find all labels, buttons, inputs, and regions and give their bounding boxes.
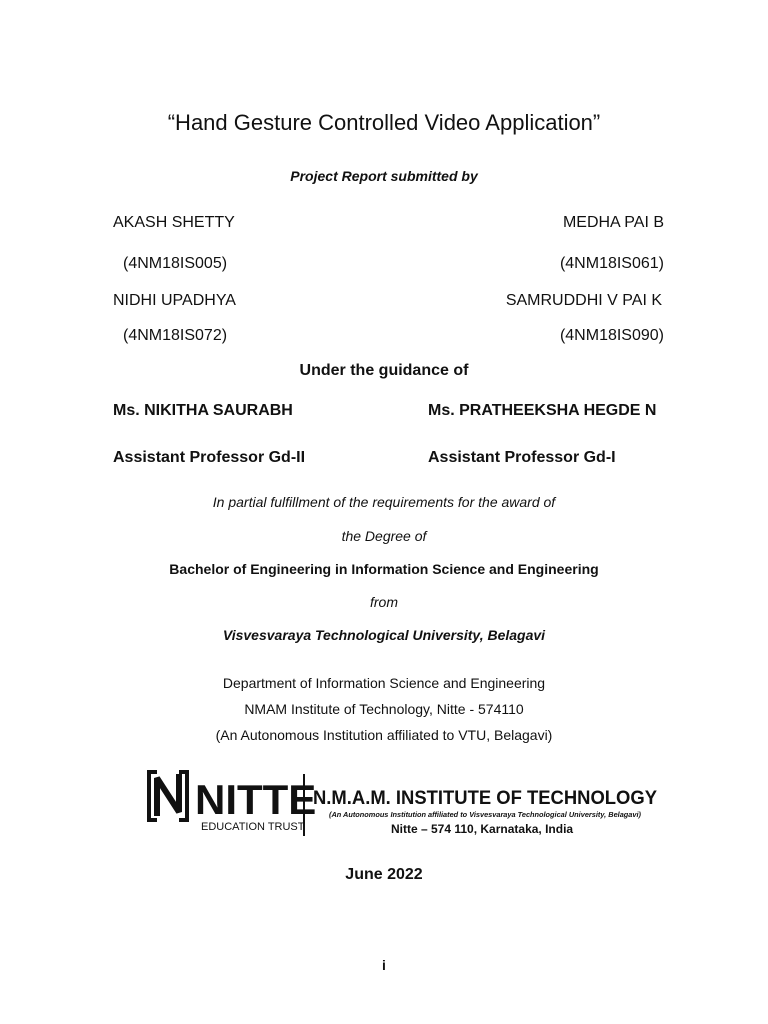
guide-role-2: Assistant Professor Gd-I	[428, 449, 616, 466]
guide-name-2: Ms. PRATHEEKSHA HEGDE N	[428, 402, 657, 419]
report-date: June 2022	[345, 866, 423, 883]
department-line-2: NMAM Institute of Technology, Nitte - 574110	[244, 701, 524, 717]
student-usn-2: (4NM18IS061)	[559, 255, 664, 272]
logo-brand: NITTE	[195, 776, 317, 823]
nitte-logo	[147, 768, 663, 838]
logo-affiliation: (An Autonomous Institution affiliated to Visvesvaraya Technological University, Belagavi)	[329, 812, 642, 819]
logo-address: Nitte – 574 110, Karnataka, India	[391, 822, 574, 836]
logo-trust: EDUCATION TRUST	[201, 821, 305, 833]
student-name-1: AKASH SHETTY	[113, 214, 235, 231]
page-number: i	[382, 957, 386, 973]
student-usn-4: (4NM18IS090)	[559, 327, 664, 344]
department-line-3: (An Autonomous Institution affiliated to VTU, Belagavi)	[215, 727, 553, 743]
logo-institute: N.M.A.M. INSTITUTE OF TECHNOLOGY	[313, 788, 658, 809]
student-name-3: NIDHI UPADHYA	[113, 292, 236, 309]
student-usn-1: (4NM18IS005)	[123, 255, 228, 272]
degree-name: Bachelor of Engineering in Information Science and Engineering	[169, 561, 599, 577]
student-usn-3: (4NM18IS072)	[123, 327, 228, 344]
report-subtitle: Project Report submitted by	[290, 168, 478, 184]
university-name: Visvesvaraya Technological University, Belagavi	[222, 627, 546, 643]
from-text: from	[370, 594, 398, 610]
degree-of-text: the Degree of	[341, 528, 427, 544]
department-line-1: Department of Information Science and Engineering	[222, 675, 546, 691]
report-title: “Hand Gesture Controlled Video Application”	[167, 110, 601, 135]
guidance-heading: Under the guidance of	[299, 362, 469, 379]
partial-fulfillment-text: In partial fulfillment of the requirements for the award of	[212, 494, 556, 510]
student-name-2: MEDHA PAI B	[562, 214, 664, 231]
nitte-emblem-icon	[149, 772, 187, 820]
guide-name-1: Ms. NIKITHA SAURABH	[113, 402, 293, 419]
guide-role-1: Assistant Professor Gd-II	[113, 449, 306, 466]
student-name-4: SAMRUDDHI V PAI K	[505, 292, 662, 309]
